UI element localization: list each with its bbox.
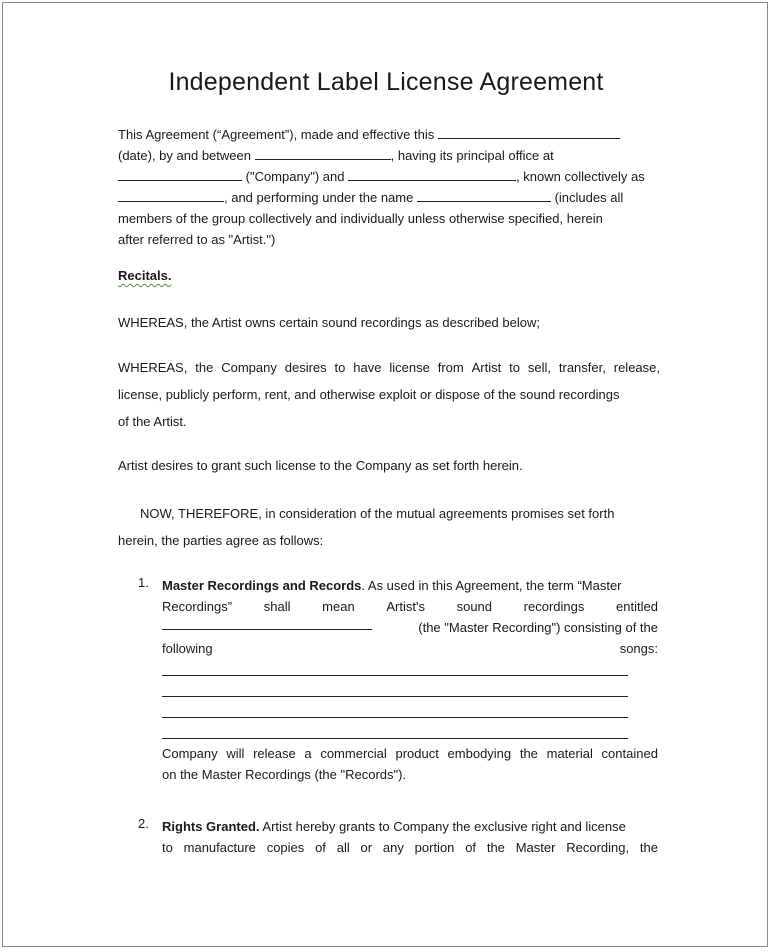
section-2-body xyxy=(162,816,658,858)
section-2-number: 2. xyxy=(138,816,149,831)
release-line-1: Company will release a commercial product embodying the material contained xyxy=(162,746,658,761)
intro-line-1: This Agreement (“Agreement”), made and effective this xyxy=(118,124,660,145)
company-name-blank[interactable] xyxy=(255,147,391,160)
intro-line-2: (date), by and between , having its principal office at xyxy=(118,148,554,163)
song-line-4[interactable] xyxy=(162,738,628,739)
song-line-1[interactable] xyxy=(162,675,628,676)
document-title: Independent Label License Agreement xyxy=(168,68,604,96)
whereas-paragraph-1 xyxy=(118,312,660,333)
now-therefore-paragraph xyxy=(118,500,660,554)
intro-line-5: members of the group collectively and individually unless otherwise specified, herein xyxy=(118,211,603,226)
artist-desires-paragraph xyxy=(118,455,660,476)
master-recording-title-blank[interactable] xyxy=(162,617,372,630)
artist-desires-text: Artist desires to grant such license to the Company as set forth herein. xyxy=(118,458,523,473)
section-2-line-1: Rights Granted. Artist hereby grants to Company the exclusive right and license xyxy=(162,819,626,834)
collective-name-blank[interactable] xyxy=(118,189,224,202)
section-1-body xyxy=(162,575,658,659)
intro-line-6: after referred to as "Artist.") xyxy=(118,232,276,247)
intro-paragraph xyxy=(118,124,660,250)
whereas-2-line-3: of the Artist. xyxy=(118,414,187,429)
whereas-paragraph-2 xyxy=(118,354,660,435)
performing-name-blank[interactable] xyxy=(417,189,551,202)
section-1-line-4: following songs: xyxy=(162,641,658,656)
artist-names-blank[interactable] xyxy=(348,168,516,181)
section-1-line-1: Master Recordings and Records. As used in this Agreement, the term “Master xyxy=(162,578,622,593)
intro-line-3: ("Company") and , known collectively as xyxy=(118,166,660,187)
whereas-2-line-1: WHEREAS, the Company desires to have license from Artist to sell, transfer, release, xyxy=(118,360,660,375)
release-paragraph xyxy=(162,743,658,785)
intro-line-4: , and performing under the name (includes all xyxy=(118,187,660,208)
whereas-1-text: WHEREAS, the Artist owns certain sound recordings as described below; xyxy=(118,315,540,330)
now-therefore-line-1: NOW, THEREFORE, in consideration of the mutual agreements promises set forth xyxy=(140,506,615,521)
section-1-line-3: (the "Master Recording") consisting of the xyxy=(162,617,658,638)
section-1-number: 1. xyxy=(138,575,149,590)
date-blank[interactable] xyxy=(438,126,620,139)
song-line-2[interactable] xyxy=(162,696,628,697)
song-line-3[interactable] xyxy=(162,717,628,718)
office-address-blank[interactable] xyxy=(118,168,242,181)
recitals-heading: Recitals. xyxy=(118,268,172,283)
section-2-heading: Rights Granted. xyxy=(162,819,260,834)
section-2-line-2: to manufacture copies of all or any portion of the Master Recording, the xyxy=(162,840,658,855)
release-line-2: on the Master Recordings (the "Records"). xyxy=(162,767,407,782)
section-1-line-2: Recordings” shall mean Artist's sound recordings entitled xyxy=(162,599,658,614)
whereas-2-line-2: license, publicly perform, rent, and otherwise exploit or dispose of the sound recordings xyxy=(118,387,620,402)
section-1-heading: Master Recordings and Records xyxy=(162,578,362,593)
now-therefore-line-2: herein, the parties agree as follows: xyxy=(118,533,324,548)
